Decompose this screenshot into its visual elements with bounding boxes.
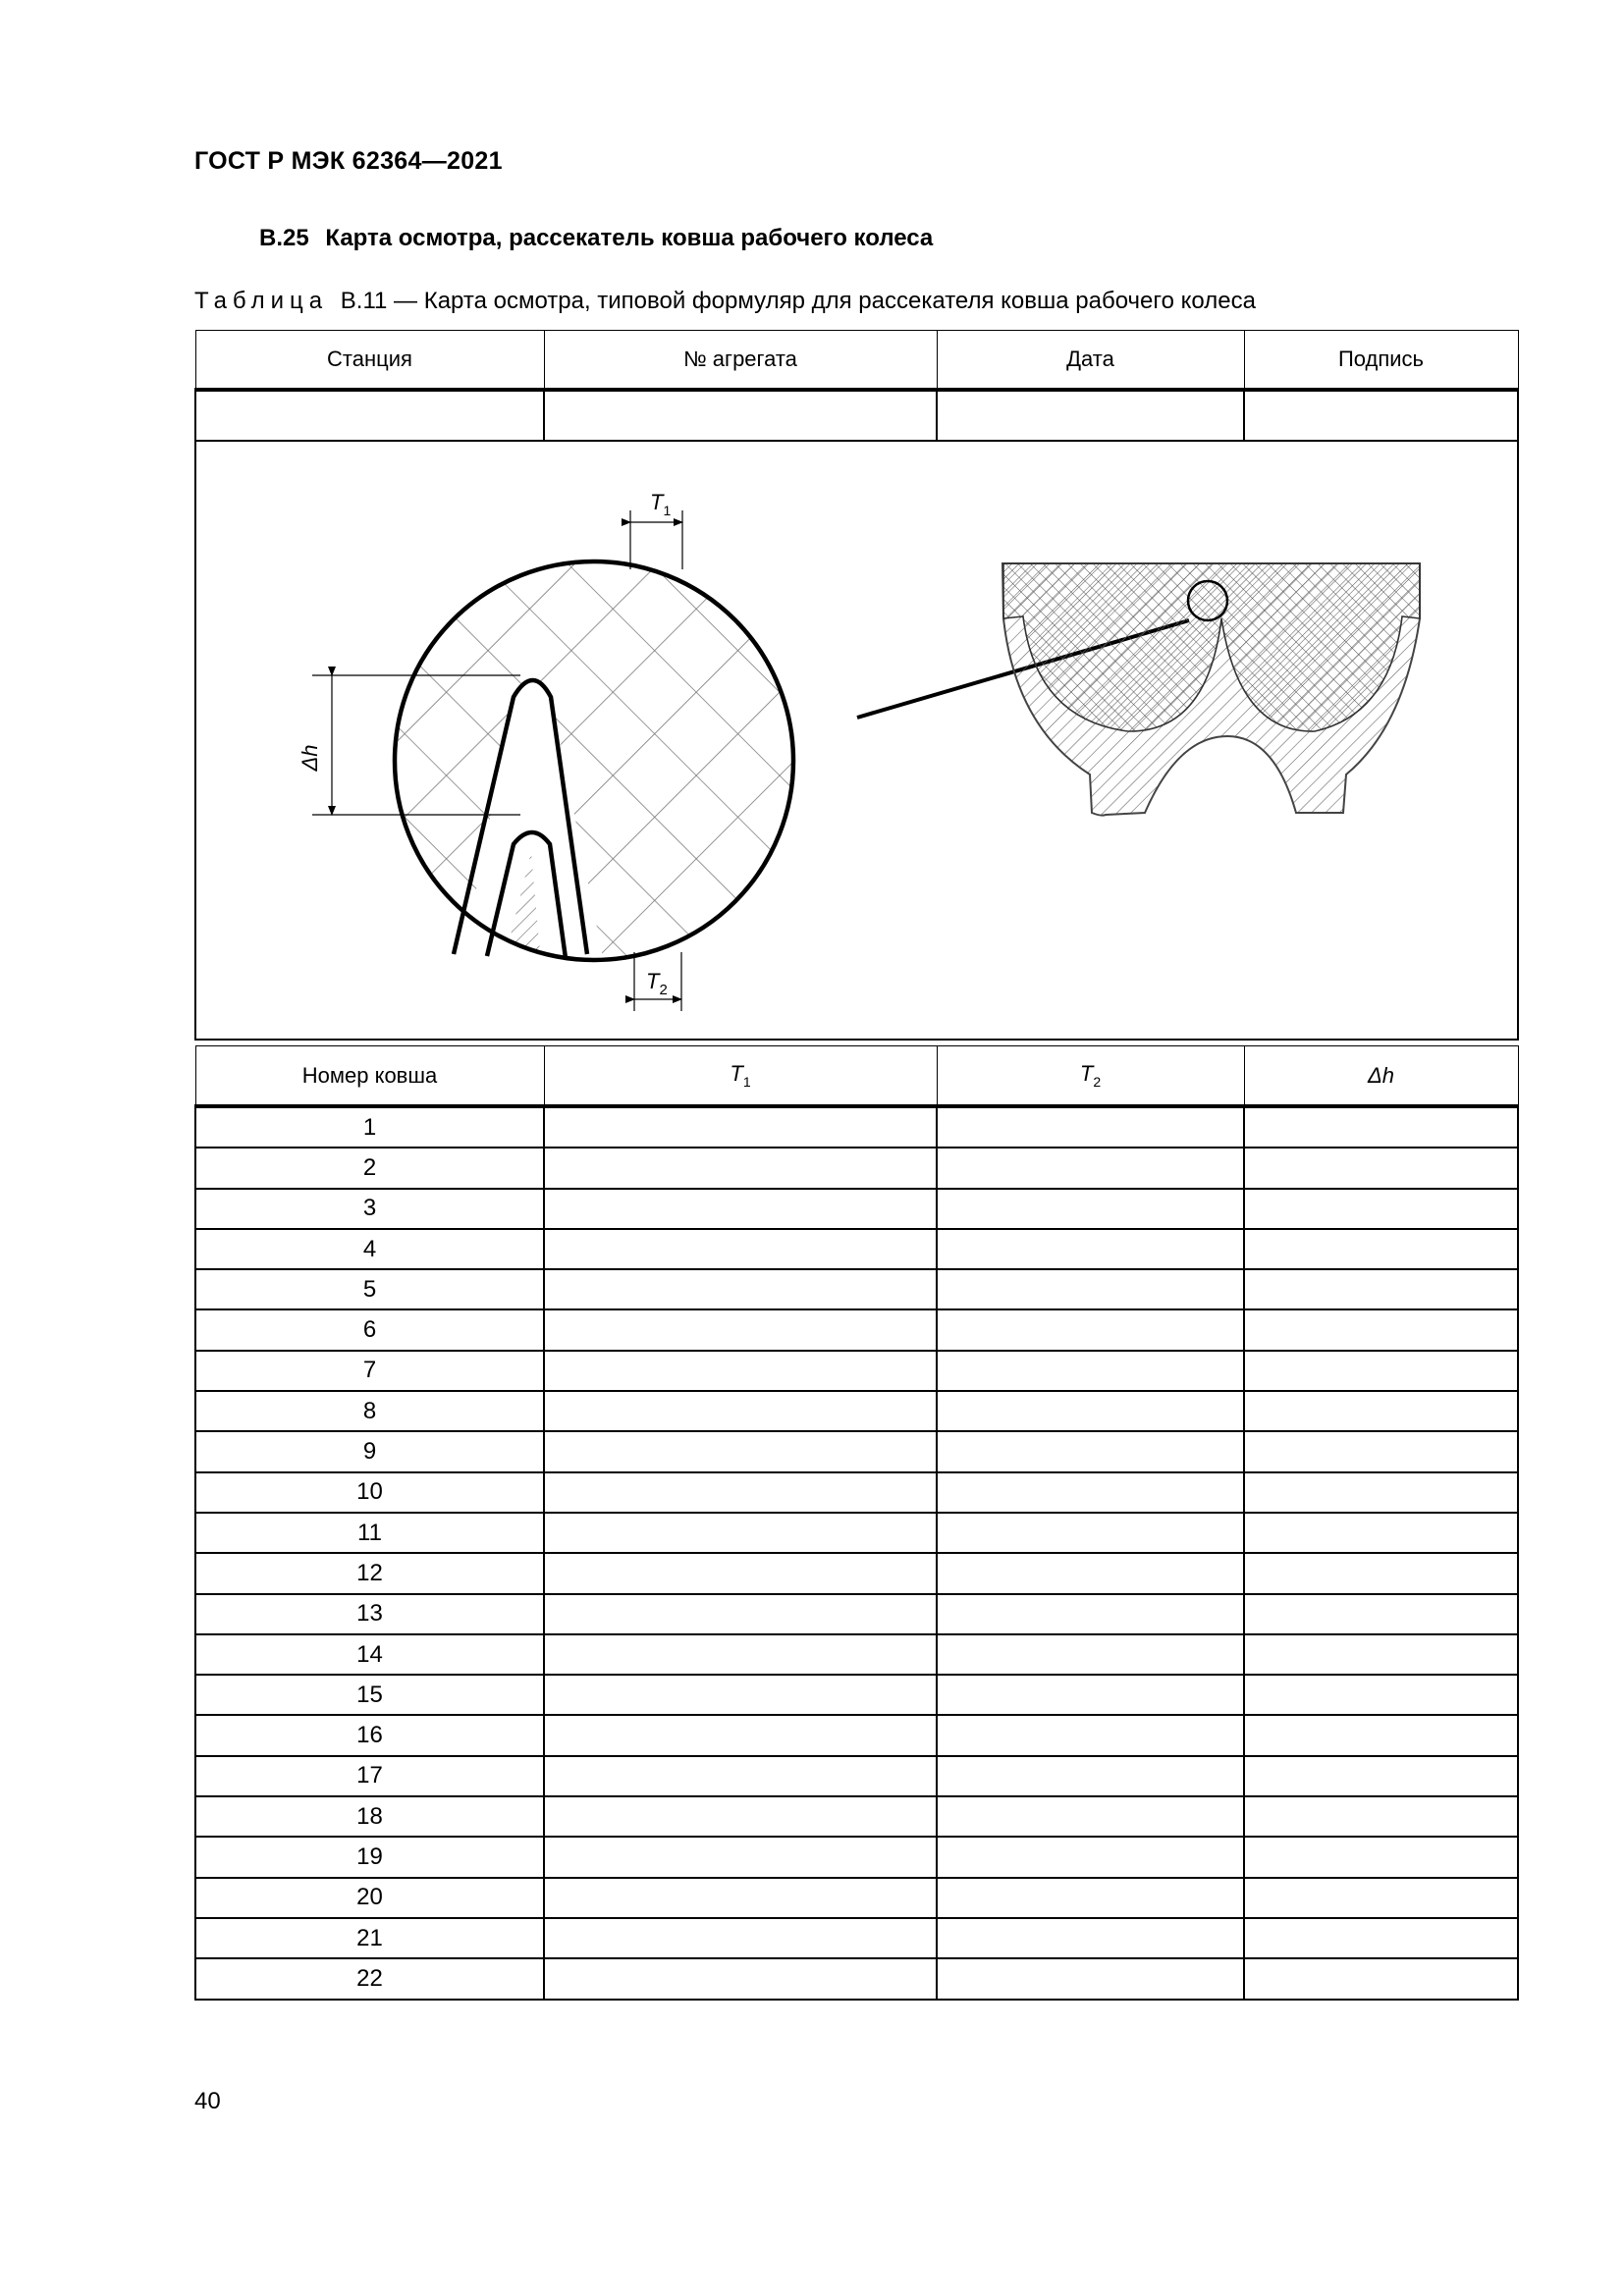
t2-value-cell[interactable]	[937, 1918, 1244, 1958]
table-row	[195, 1229, 1518, 1269]
delta-h-value-cell[interactable]	[1244, 1756, 1518, 1796]
t2-value-cell[interactable]	[937, 1148, 1244, 1188]
t2-value-cell[interactable]	[937, 1837, 1244, 1877]
delta-h-value-cell[interactable]	[1244, 1837, 1518, 1877]
bucket-number-cell: 10	[195, 1472, 544, 1513]
header-signature: Подпись	[1244, 331, 1518, 391]
table-row	[195, 1351, 1518, 1391]
t2-value-cell[interactable]	[937, 1189, 1244, 1229]
station-cell[interactable]	[195, 390, 544, 441]
table-row	[195, 1756, 1518, 1796]
delta-h-figure-label: Δh	[298, 744, 322, 772]
table-row	[195, 1431, 1518, 1471]
header-date: Дата	[937, 331, 1244, 391]
bucket-number-cell: 11	[195, 1513, 544, 1553]
t2-value-cell[interactable]	[937, 1391, 1244, 1431]
table-row	[195, 1189, 1518, 1229]
delta-h-value-cell[interactable]	[1244, 1148, 1518, 1188]
table-row	[195, 1309, 1518, 1350]
t1-value-cell[interactable]	[544, 1513, 937, 1553]
entry-row	[195, 390, 1518, 441]
table-row	[195, 1675, 1518, 1715]
table-row	[195, 1472, 1518, 1513]
t2-value-cell[interactable]	[937, 1351, 1244, 1391]
t1-value-cell[interactable]	[544, 1351, 937, 1391]
t2-value-cell[interactable]	[937, 1513, 1244, 1553]
t1-value-cell[interactable]	[544, 1958, 937, 1999]
t1-value-cell[interactable]	[544, 1106, 937, 1148]
table-row	[195, 1106, 1518, 1148]
signature-cell[interactable]	[1244, 390, 1518, 441]
delta-h-value-cell[interactable]	[1244, 1594, 1518, 1634]
header-delta-h: Δh	[1244, 1046, 1518, 1107]
header-t1: $T_1$	[544, 1046, 937, 1107]
bucket-number-cell: 20	[195, 1878, 544, 1918]
measurement-body	[195, 1106, 1518, 2000]
t2-value-cell[interactable]	[937, 1269, 1244, 1309]
t1-value-cell[interactable]	[544, 1309, 937, 1350]
t2-value-cell[interactable]	[937, 1553, 1244, 1593]
bucket-number-cell: 8	[195, 1391, 544, 1431]
bucket-number-cell: 18	[195, 1796, 544, 1837]
bucket-number-cell: 15	[195, 1675, 544, 1715]
delta-h-value-cell[interactable]	[1244, 1634, 1518, 1675]
t1-value-cell[interactable]	[544, 1431, 937, 1471]
delta-h-value-cell[interactable]	[1244, 1229, 1518, 1269]
bucket-number-cell: 19	[195, 1837, 544, 1877]
t1-value-cell[interactable]	[544, 1594, 937, 1634]
inspection-header-table	[194, 330, 1519, 1041]
t2-value-cell[interactable]	[937, 1472, 1244, 1513]
t2-value-cell[interactable]	[937, 1715, 1244, 1755]
delta-h-value-cell[interactable]	[1244, 1918, 1518, 1958]
delta-h-value-cell[interactable]	[1244, 1351, 1518, 1391]
t1-value-cell[interactable]	[544, 1148, 937, 1188]
bucket-number-cell: 22	[195, 1958, 544, 1999]
bucket-number-cell: 9	[195, 1431, 544, 1471]
t1-value-cell[interactable]	[544, 1715, 937, 1755]
bucket-overview	[1002, 563, 1420, 816]
bucket-number-cell: 21	[195, 1918, 544, 1958]
table-row	[195, 1634, 1518, 1675]
t1-figure-label: $T_1$	[650, 490, 672, 518]
header-bucket-number: Номер ковша	[195, 1046, 544, 1107]
t2-value-cell[interactable]	[937, 1309, 1244, 1350]
header-unit-number: № агрегата	[544, 331, 937, 391]
table-row	[195, 1269, 1518, 1309]
bucket-number-cell: 16	[195, 1715, 544, 1755]
t2-value-cell[interactable]	[937, 1594, 1244, 1634]
measurement-header-row	[195, 1046, 1518, 1107]
t1-value-cell[interactable]	[544, 1391, 937, 1431]
t1-value-cell[interactable]	[544, 1229, 937, 1269]
t1-value-cell[interactable]	[544, 1756, 937, 1796]
unit-number-cell[interactable]	[544, 390, 937, 441]
delta-h-value-cell[interactable]	[1244, 1431, 1518, 1471]
t1-value-cell[interactable]	[544, 1796, 937, 1837]
t2-value-cell[interactable]	[937, 1675, 1244, 1715]
bucket-number-cell: 14	[195, 1634, 544, 1675]
table-caption	[194, 288, 1256, 315]
t2-value-cell[interactable]	[937, 1634, 1244, 1675]
t2-value-cell[interactable]	[937, 1229, 1244, 1269]
t1-value-cell[interactable]	[544, 1837, 937, 1877]
page-number: 40	[194, 2088, 221, 2114]
table-row	[195, 1837, 1518, 1877]
t2-value-cell[interactable]	[937, 1878, 1244, 1918]
header-row	[195, 331, 1518, 391]
figure-row	[195, 441, 1518, 1040]
table-row	[195, 1553, 1518, 1593]
t1-value-cell[interactable]	[544, 1189, 937, 1229]
bucket-number-cell: 3	[195, 1189, 544, 1229]
delta-h-value-cell[interactable]	[1244, 1796, 1518, 1837]
bucket-number-cell: 2	[195, 1148, 544, 1188]
t1-value-cell[interactable]	[544, 1878, 937, 1918]
delta-h-value-cell[interactable]	[1244, 1513, 1518, 1553]
bucket-number-cell: 4	[195, 1229, 544, 1269]
table-row	[195, 1148, 1518, 1188]
bucket-number-cell: 5	[195, 1269, 544, 1309]
date-cell[interactable]	[937, 390, 1244, 441]
t2-value-cell[interactable]	[937, 1958, 1244, 1999]
section-title: Карта осмотра, рассекатель ковша рабочего колеса	[325, 225, 934, 251]
delta-h-value-cell[interactable]	[1244, 1269, 1518, 1309]
bucket-number-cell: 12	[195, 1553, 544, 1593]
bucket-number-cell: 7	[195, 1351, 544, 1391]
table-caption-label: Таблица	[194, 288, 329, 314]
table-row	[195, 1958, 1518, 1999]
t2-value-cell[interactable]	[937, 1431, 1244, 1471]
table-caption-text: B.11 — Карта осмотра, типовой формуляр для рассекателя ковша рабочего колеса	[340, 288, 1256, 314]
header-station: Станция	[195, 331, 544, 391]
delta-h-value-cell[interactable]	[1244, 1189, 1518, 1229]
t1-value-cell[interactable]	[544, 1918, 937, 1958]
splitter-drawing	[196, 442, 1519, 1039]
t2-value-cell[interactable]	[937, 1796, 1244, 1837]
figure-cell	[195, 441, 1518, 1040]
section-heading	[259, 225, 933, 252]
delta-h-value-cell[interactable]	[1244, 1675, 1518, 1715]
header-t2: $T_2$	[937, 1046, 1244, 1107]
bucket-number-cell: 6	[195, 1309, 544, 1350]
table-row	[195, 1513, 1518, 1553]
table-row	[195, 1594, 1518, 1634]
t1-value-cell[interactable]	[544, 1553, 937, 1593]
delta-h-value-cell[interactable]	[1244, 1472, 1518, 1513]
table-row	[195, 1878, 1518, 1918]
t1-value-cell[interactable]	[544, 1269, 937, 1309]
delta-h-value-cell[interactable]	[1244, 1106, 1518, 1148]
bucket-number-cell: 1	[195, 1106, 544, 1148]
table-row	[195, 1391, 1518, 1431]
table-row	[195, 1796, 1518, 1837]
t2-figure-label: $T_2$	[646, 969, 668, 998]
delta-h-value-cell[interactable]	[1244, 1715, 1518, 1755]
table-row	[195, 1715, 1518, 1755]
table-row	[195, 1918, 1518, 1958]
delta-h-value-cell[interactable]	[1244, 1309, 1518, 1350]
t2-value-cell[interactable]	[937, 1106, 1244, 1148]
t1-value-cell[interactable]	[544, 1634, 937, 1675]
t1-value-cell[interactable]	[544, 1472, 937, 1513]
measurement-table	[194, 1045, 1519, 2001]
t2-value-cell[interactable]	[937, 1756, 1244, 1796]
bucket-number-cell: 13	[195, 1594, 544, 1634]
bucket-number-cell: 17	[195, 1756, 544, 1796]
delta-h-value-cell[interactable]	[1244, 1391, 1518, 1431]
delta-h-value-cell[interactable]	[1244, 1553, 1518, 1593]
standard-designation: ГОСТ Р МЭК 62364—2021	[194, 147, 503, 175]
delta-h-value-cell[interactable]	[1244, 1878, 1518, 1918]
delta-h-value-cell[interactable]	[1244, 1958, 1518, 1999]
section-number: B.25	[259, 225, 309, 251]
t1-value-cell[interactable]	[544, 1675, 937, 1715]
